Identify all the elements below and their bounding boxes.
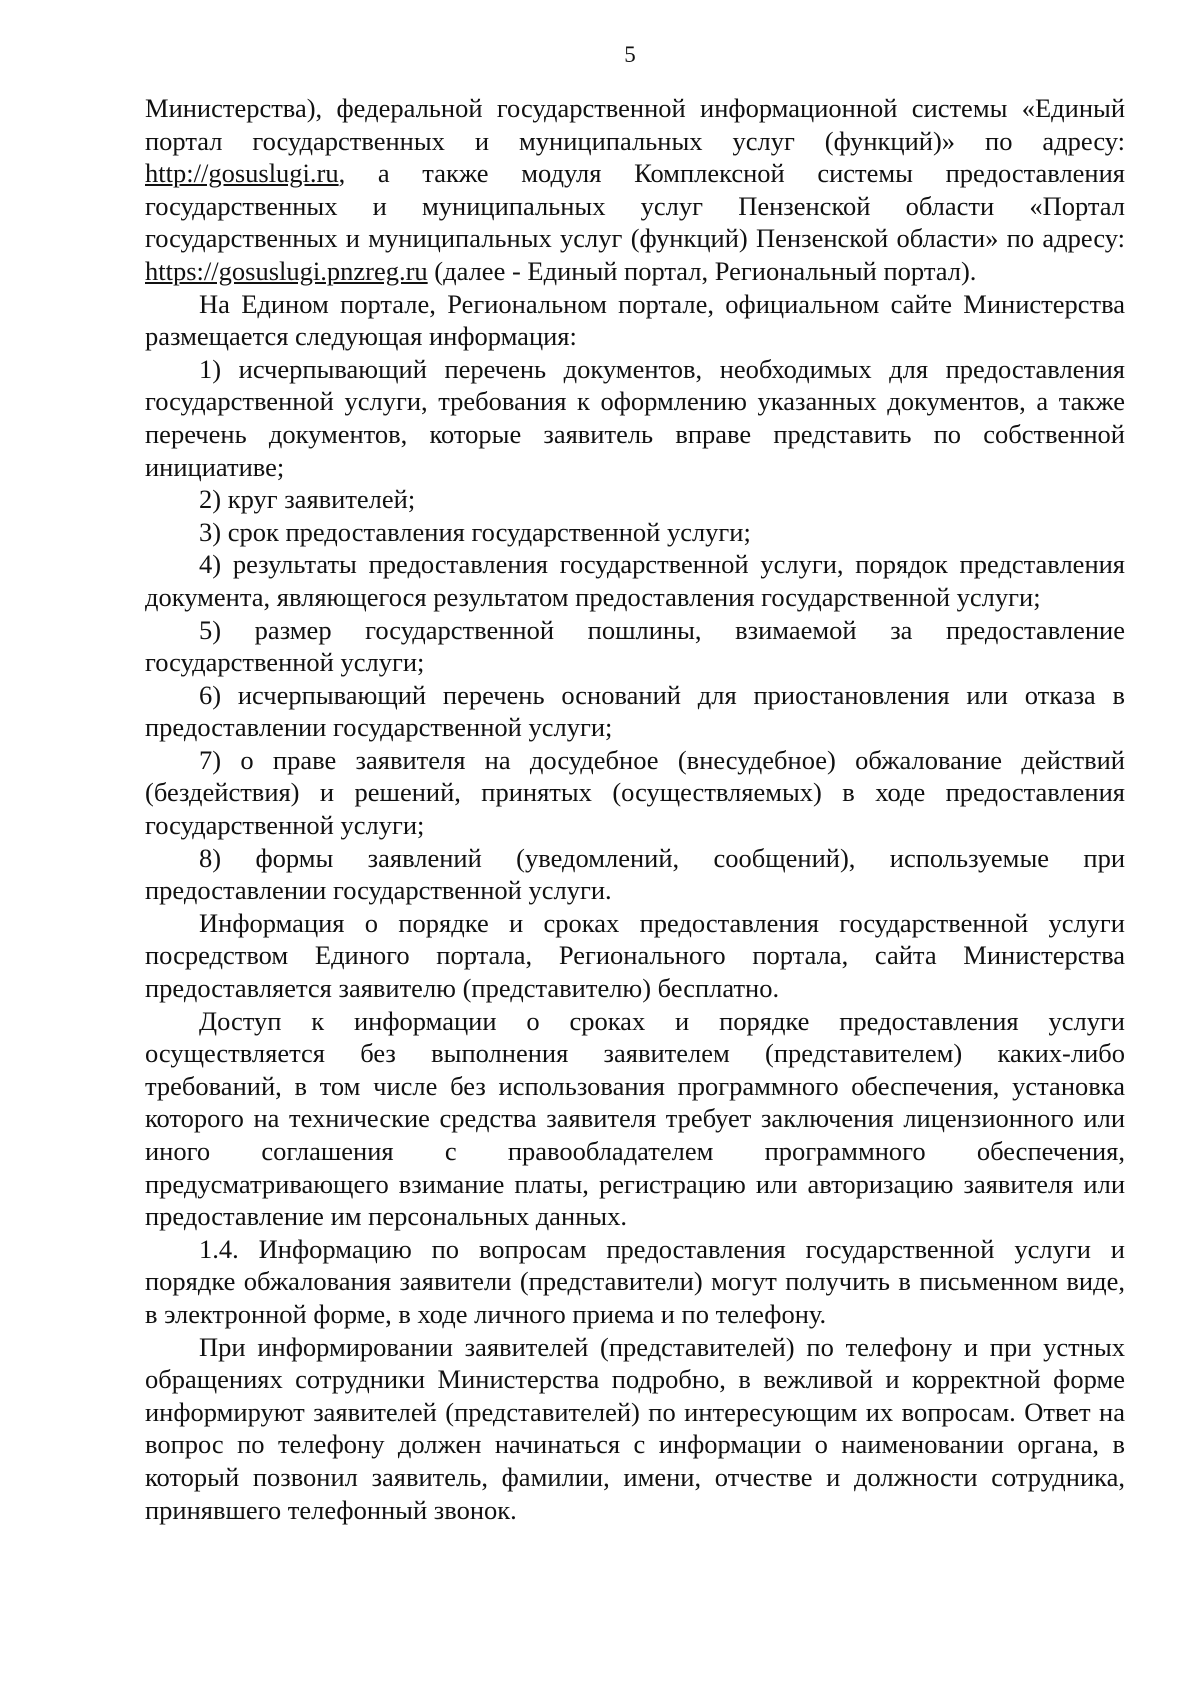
list-item-4: 4) результаты предоставления государственной услуги, порядок представления документа, являющегося результатом предоставления государственной услуги; [145,549,1125,612]
page-number: 5 [624,42,636,67]
paragraph-free-info: Информация о порядке и сроках предоставления государственной услуги посредством Единого портала, Регионального портала, сайта Министерства предоставляется заявителю (представителю) бесплатно. [145,907,1125,1004]
paragraph-text: (далее - Единый портал, Региональный портал). [427,255,977,286]
paragraph-info-intro: На Едином портале, Региональном портале, официальном сайте Министерства размещается следующая информация: [145,288,1125,352]
paragraph-text: Министерства), федеральной государственной информационной системы «Единый портал государственных и муниципальных услуг (функций)» по адресу: [145,93,1125,156]
list-item-5: 5) размер государственной пошлины, взимаемой за предоставление государственной услуги; [145,614,1125,678]
list-item-6: 6) исчерпывающий перечень оснований для приостановления или отказа в предоставлении государственной услуги; [145,679,1125,743]
paragraph-access: Доступ к информации о сроках и порядке предоставления услуги осуществляется без выполнения заявителем (представителем) каких-либо требований, в том числе без использования программного обеспечения, установка которого на технические средства заявителя требует заключения лицензионного или иного соглашения с правообладателем программного обеспечения, предусматривающего взимание платы, регистрацию или авторизацию заявителя или предоставление им персональных данных. [145,1005,1125,1232]
regional-portal-link[interactable]: https://gosuslugi.pnzreg.ru [145,255,428,286]
paragraph-text: , а также модуля Комплексной системы предоставления государственных и муниципальных услуг Пензенской области «Портал государственных и муниципальных услуг (функций) Пензенской области» по адресу: [145,158,1125,254]
section-1-4: 1.4. Информацию по вопросам предоставления государственной услуги и порядке обжалования заявители (представители) могут получить в письменном виде, в электронной форме, в ходе личного приема и по телефону. [145,1233,1125,1329]
list-item-8: 8) формы заявлений (уведомлений, сообщений), используемые при предоставлении государственной услуги. [145,842,1125,906]
document-body [145,92,1125,1526]
paragraph-ministry-portals [145,92,1125,288]
paragraph-phone-info: При информировании заявителей (представителей) по телефону и при устных обращениях сотрудники Министерства подробно, в вежливой и корректной форме информируют заявителей (представителей) по интересующим их вопросам. Ответ на вопрос по телефону должен начинаться с информации о наименовании органа, в который позвонил заявитель, фамилии, имени, отчестве и должности сотрудника, принявшего телефонный звонок. [145,1331,1125,1525]
list-item-1: 1) исчерпывающий перечень документов, необходимых для предоставления государственной услуги, требования к оформлению указанных документов, а также перечень документов, которые заявитель вправе представить по собственной инициативе; [145,353,1125,482]
list-item-7: 7) о праве заявителя на досудебное (внесудебное) обжалование действий (бездействия) и решений, принятых (осуществляемых) в ходе предоставления государственной услуги; [145,744,1125,841]
list-item-3: 3) срок предоставления государственной услуги; [199,516,751,547]
gosuslugi-link[interactable]: http://gosuslugi.ru [145,158,339,189]
list-item-2: 2) круг заявителей; [199,484,416,515]
